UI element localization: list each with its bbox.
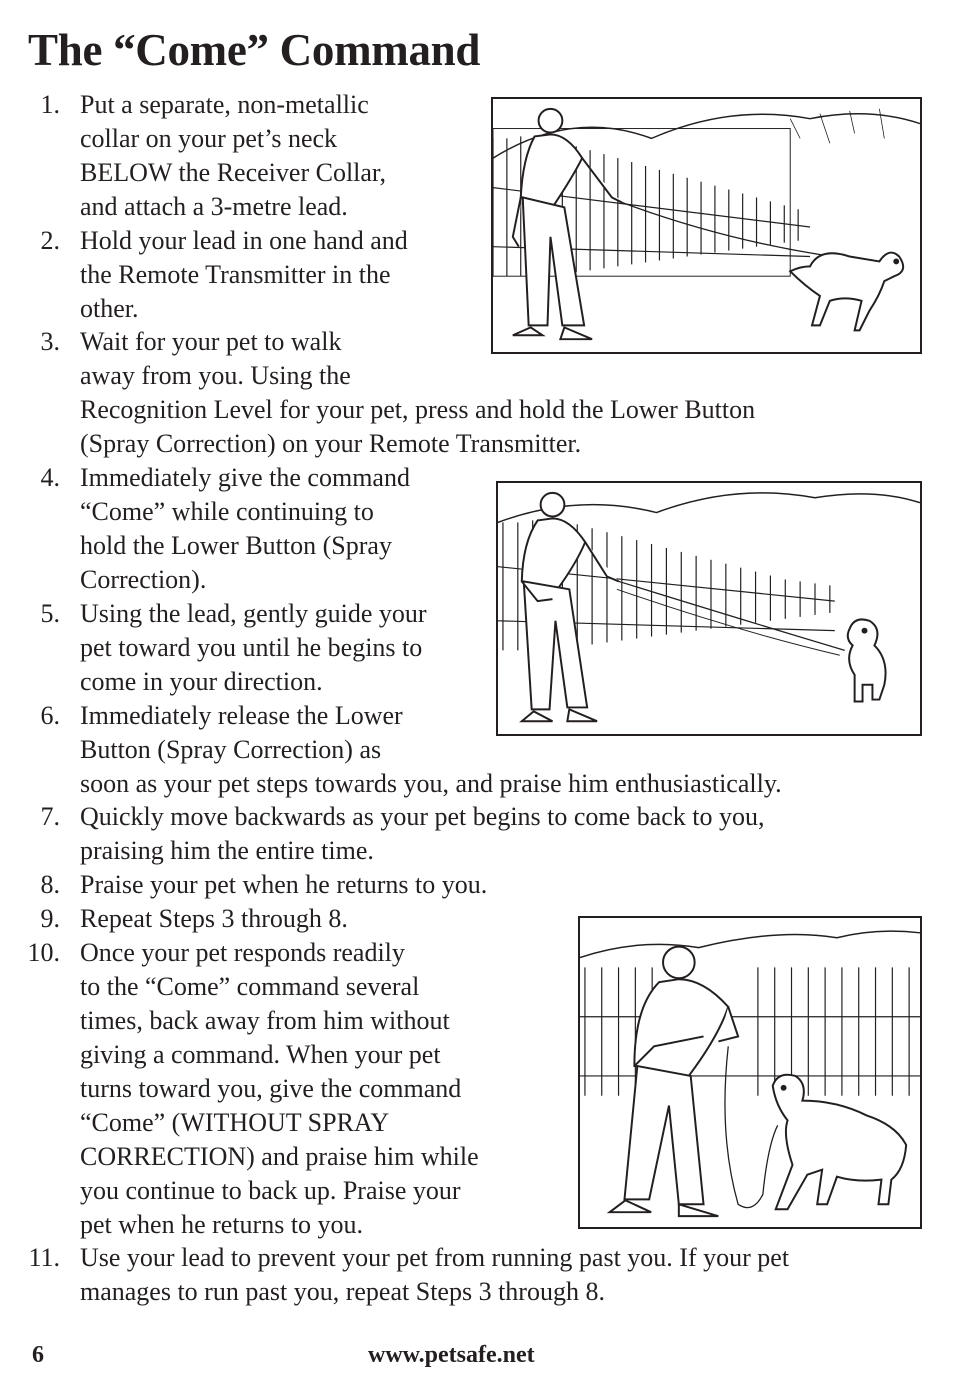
step-line: Once your pet responds readily [80, 938, 405, 967]
page-title: The “Come” Command [28, 25, 481, 75]
step-number: 5. [40, 599, 60, 628]
step-line: Quickly move backwards as your pet begins to come back to you, [80, 802, 765, 831]
step-line: Wait for your pet to walk [80, 327, 342, 356]
step-4 [40, 461, 410, 597]
step-line: hold the Lower Button (Spray [80, 531, 392, 560]
step-line: Immediately release the Lower [80, 701, 403, 730]
step-line: Put a separate, non-metallic [80, 90, 369, 119]
illustration-man-guiding-dog [496, 481, 922, 736]
step-2 [40, 224, 408, 326]
step-line: Immediately give the command [80, 463, 410, 492]
step-number: 2. [40, 226, 60, 255]
step-line: the Remote Transmitter in the [80, 260, 391, 289]
step-number: 11. [28, 1243, 60, 1272]
illustration-man-praising-dog [578, 916, 922, 1229]
step-7 [40, 800, 765, 868]
step-line: manages to run past you, repeat Steps 3 through 8. [80, 1277, 605, 1306]
step-number: 4. [40, 463, 60, 492]
step-9 [40, 902, 348, 936]
step-line: other. [80, 294, 139, 323]
step-line: pet toward you until he begins to [80, 633, 423, 662]
step-8 [40, 868, 488, 902]
footer-url: www.petsafe.net [368, 1342, 535, 1368]
step-number: 3. [40, 327, 60, 356]
step-line: Praise your pet when he returns to you. [80, 870, 488, 899]
step-3 [40, 325, 756, 461]
step-6 [40, 699, 782, 801]
step-line: Correction). [80, 565, 207, 594]
step-line: Recognition Level for your pet, press and hold the Lower Button [80, 395, 756, 424]
step-line: “Come” while continuing to [80, 497, 374, 526]
step-line: giving a command. When your pet [80, 1040, 441, 1069]
step-number: 10. [27, 938, 60, 967]
step-line: turns toward you, give the command [80, 1074, 462, 1103]
step-line: Repeat Steps 3 through 8. [80, 904, 348, 933]
step-number: 1. [40, 90, 60, 119]
step-number: 9. [40, 904, 60, 933]
step-line: come in your direction. [80, 667, 323, 696]
step-line: Hold your lead in one hand and [80, 226, 408, 255]
step-line: (Spray Correction) on your Remote Transmitter. [80, 429, 582, 458]
step-line: you continue to back up. Praise your [80, 1176, 461, 1205]
step-line: Using the lead, gently guide your [80, 599, 427, 628]
step-line: times, back away from him without [80, 1006, 450, 1035]
step-10 [27, 936, 479, 1242]
page-number: 6 [32, 1342, 44, 1368]
illustration-man-walking-dog-on-lead [491, 97, 922, 354]
step-11 [28, 1241, 790, 1309]
step-number: 7. [40, 802, 60, 831]
step-line: collar on your pet’s neck [80, 124, 338, 153]
step-5 [40, 597, 427, 699]
step-1 [40, 88, 387, 224]
step-line: away from you. Using the [80, 361, 351, 390]
step-line: praising him the entire time. [80, 836, 374, 865]
step-line: soon as your pet steps towards you, and praise him enthusiastically. [80, 769, 782, 798]
step-number: 6. [40, 701, 60, 730]
step-line: CORRECTION) and praise him while [80, 1142, 479, 1171]
step-line: BELOW the Receiver Collar, [80, 158, 387, 187]
step-line: Button (Spray Correction) as [80, 735, 382, 764]
step-line: to the “Come” command several [80, 972, 420, 1001]
step-line: pet when he returns to you. [80, 1210, 364, 1239]
step-line: Use your lead to prevent your pet from running past you. If your pet [80, 1243, 790, 1272]
step-line: “Come” (WITHOUT SPRAY [80, 1108, 390, 1137]
step-line: and attach a 3-metre lead. [80, 192, 348, 221]
step-number: 8. [40, 870, 60, 899]
